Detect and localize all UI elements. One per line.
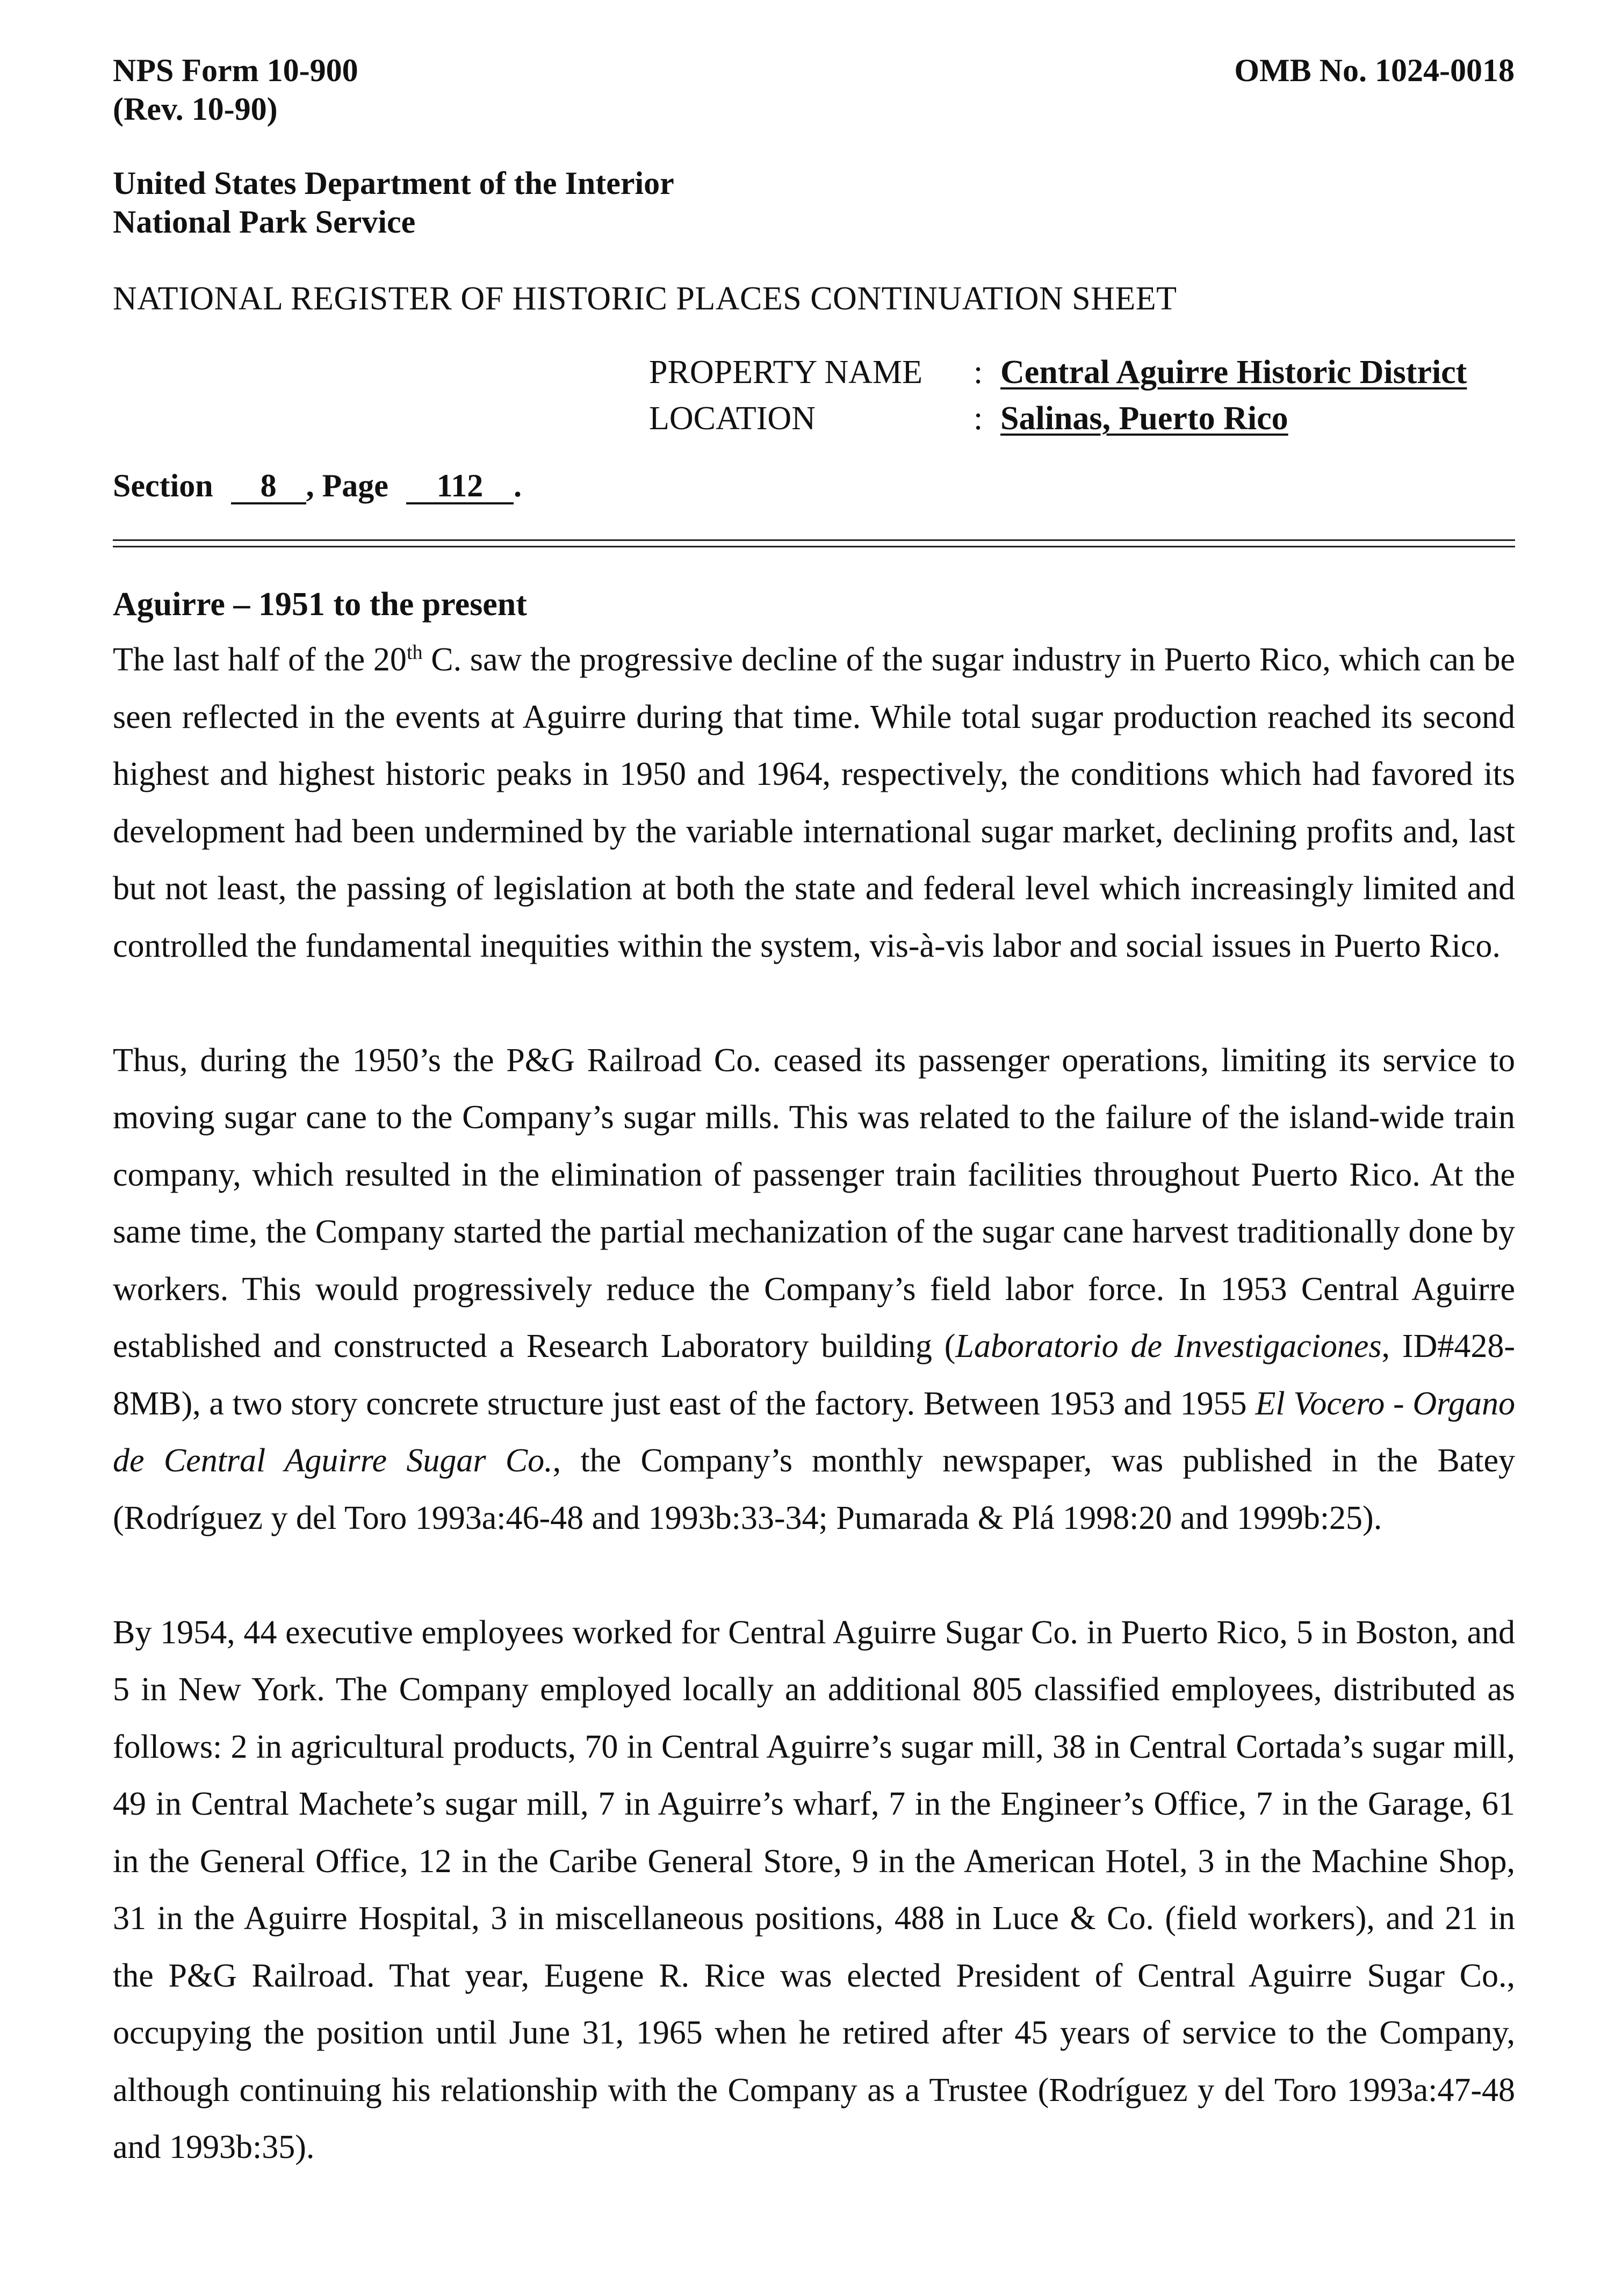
paragraph-2-italic-newspaper: El Vocero - Organo de Central Aguirre Sugar Co.: [113, 1385, 1515, 1479]
section-label: Section: [113, 468, 213, 503]
property-colons: [974, 349, 983, 442]
department-name: United States Department of the Interior: [113, 165, 674, 201]
property-name-colon: :: [974, 354, 983, 391]
header-rule-top: [113, 539, 1515, 541]
property-name-value: Central Aguirre Historic District: [1000, 354, 1467, 391]
section-heading: Aguirre – 1951 to the present: [113, 586, 527, 623]
page-label: Page: [322, 468, 388, 503]
paragraph-2-text-b: , ID#428-8MB), a two story concrete structure just east of the factory. Between 1953 and 1955: [113, 1328, 1515, 1422]
form-header: [113, 51, 358, 128]
form-revision: (Rev. 10-90): [113, 91, 278, 127]
paragraph-2-text-c: , the Company’s monthly newspaper, was published in the Batey (Rodríguez y del Toro 1993a:46-48 and 1993b:33-34; Pumarada & Plá 1998:20 and 1999b:25).: [113, 1442, 1515, 1536]
service-name: National Park Service: [113, 204, 416, 240]
paragraph-2-text-a: Thus, during the 1950’s the P&G Railroad Co. ceased its passenger operations, limiting its service to moving sugar cane to the Company’s sugar mills. This was related to the failure of the island-wide train company, which resulted in the elimination of passenger train facilities throughout Puerto Rico. At the same time, the Company started the partial mechanization of the sugar cane harvest traditionally done by workers. This would progressively reduce the Company’s field labor force. In 1953 Central Aguirre established and constructed a Research Laboratory building (: [113, 1042, 1515, 1364]
agency-block: [113, 164, 674, 241]
header-rule-bottom: [113, 546, 1515, 547]
page-number: 112: [406, 469, 514, 504]
location-value: Salinas, Puerto Rico: [1000, 400, 1288, 437]
omb-number: OMB No. 1024-0018: [1234, 53, 1515, 88]
property-name-label: PROPERTY NAME: [649, 354, 922, 391]
property-values: [1000, 349, 1467, 442]
property-labels: [649, 349, 922, 442]
section-page-line: Section 8 , Page 112 .: [113, 468, 522, 503]
paragraph-1-text-b: C. saw the progressive decline of the sugar industry in Puerto Rico, which can be seen reflected in the events at Aguirre during that time. While total sugar production reached its second highest and highest historic peaks in 1950 and 1964, respectively, the conditions which had favored its development had been undermined by the variable international sugar market, declining profits and, last but not least, the passing of legislation at both the state and federal level which increasingly limited and controlled the fundamental inequities within the system, vis-à-vis labor and social issues in Puerto Rico.: [113, 641, 1515, 964]
form-name: NPS Form 10-900: [113, 53, 358, 88]
paragraph-3: By 1954, 44 executive employees worked for Central Aguirre Sugar Co. in Puerto Rico, 5 in Boston, and 5 in New York. The Company employed locally an additional 805 classified employees, distributed as follows: 2 in agricultural products, 70 in Central Aguirre’s sugar mill, 38 in Central Cortada’s sugar mill, 49 in Central Machete’s sugar mill, 7 in Aguirre’s wharf, 7 in the Engineer’s Office, 7 in the Garage, 61 in the General Office, 12 in the Caribe General Store, 9 in the American Hotel, 3 in the Machine Shop, 31 in the Aguirre Hospital, 3 in miscellaneous positions, 488 in Luce & Co. (field workers), and 21 in the P&G Railroad. That year, Eugene R. Rice was elected President of Central Aguirre Sugar Co., occupying the position until June 31, 1965 when he retired after 45 years of service to the Company, although continuing his relationship with the Company as a Trustee (Rodríguez y del Toro 1993a:47-48 and 1993b:35).: [113, 1614, 1515, 2165]
paragraph-2: [113, 1032, 1515, 1547]
location-colon: :: [974, 400, 983, 437]
section-number: 8: [231, 469, 306, 504]
paragraph-2-italic-lab: Laboratorio de Investigaciones: [955, 1328, 1382, 1364]
paragraph-1-text-a: The last half of the 20: [113, 641, 407, 678]
main-content: [113, 577, 1515, 2233]
sheet-title: NATIONAL REGISTER OF HISTORIC PLACES CONTINUATION SHEET: [113, 280, 1177, 317]
location-label: LOCATION: [649, 400, 816, 437]
paragraph-1: [113, 631, 1515, 974]
paragraph-1-superscript: th: [406, 641, 423, 664]
